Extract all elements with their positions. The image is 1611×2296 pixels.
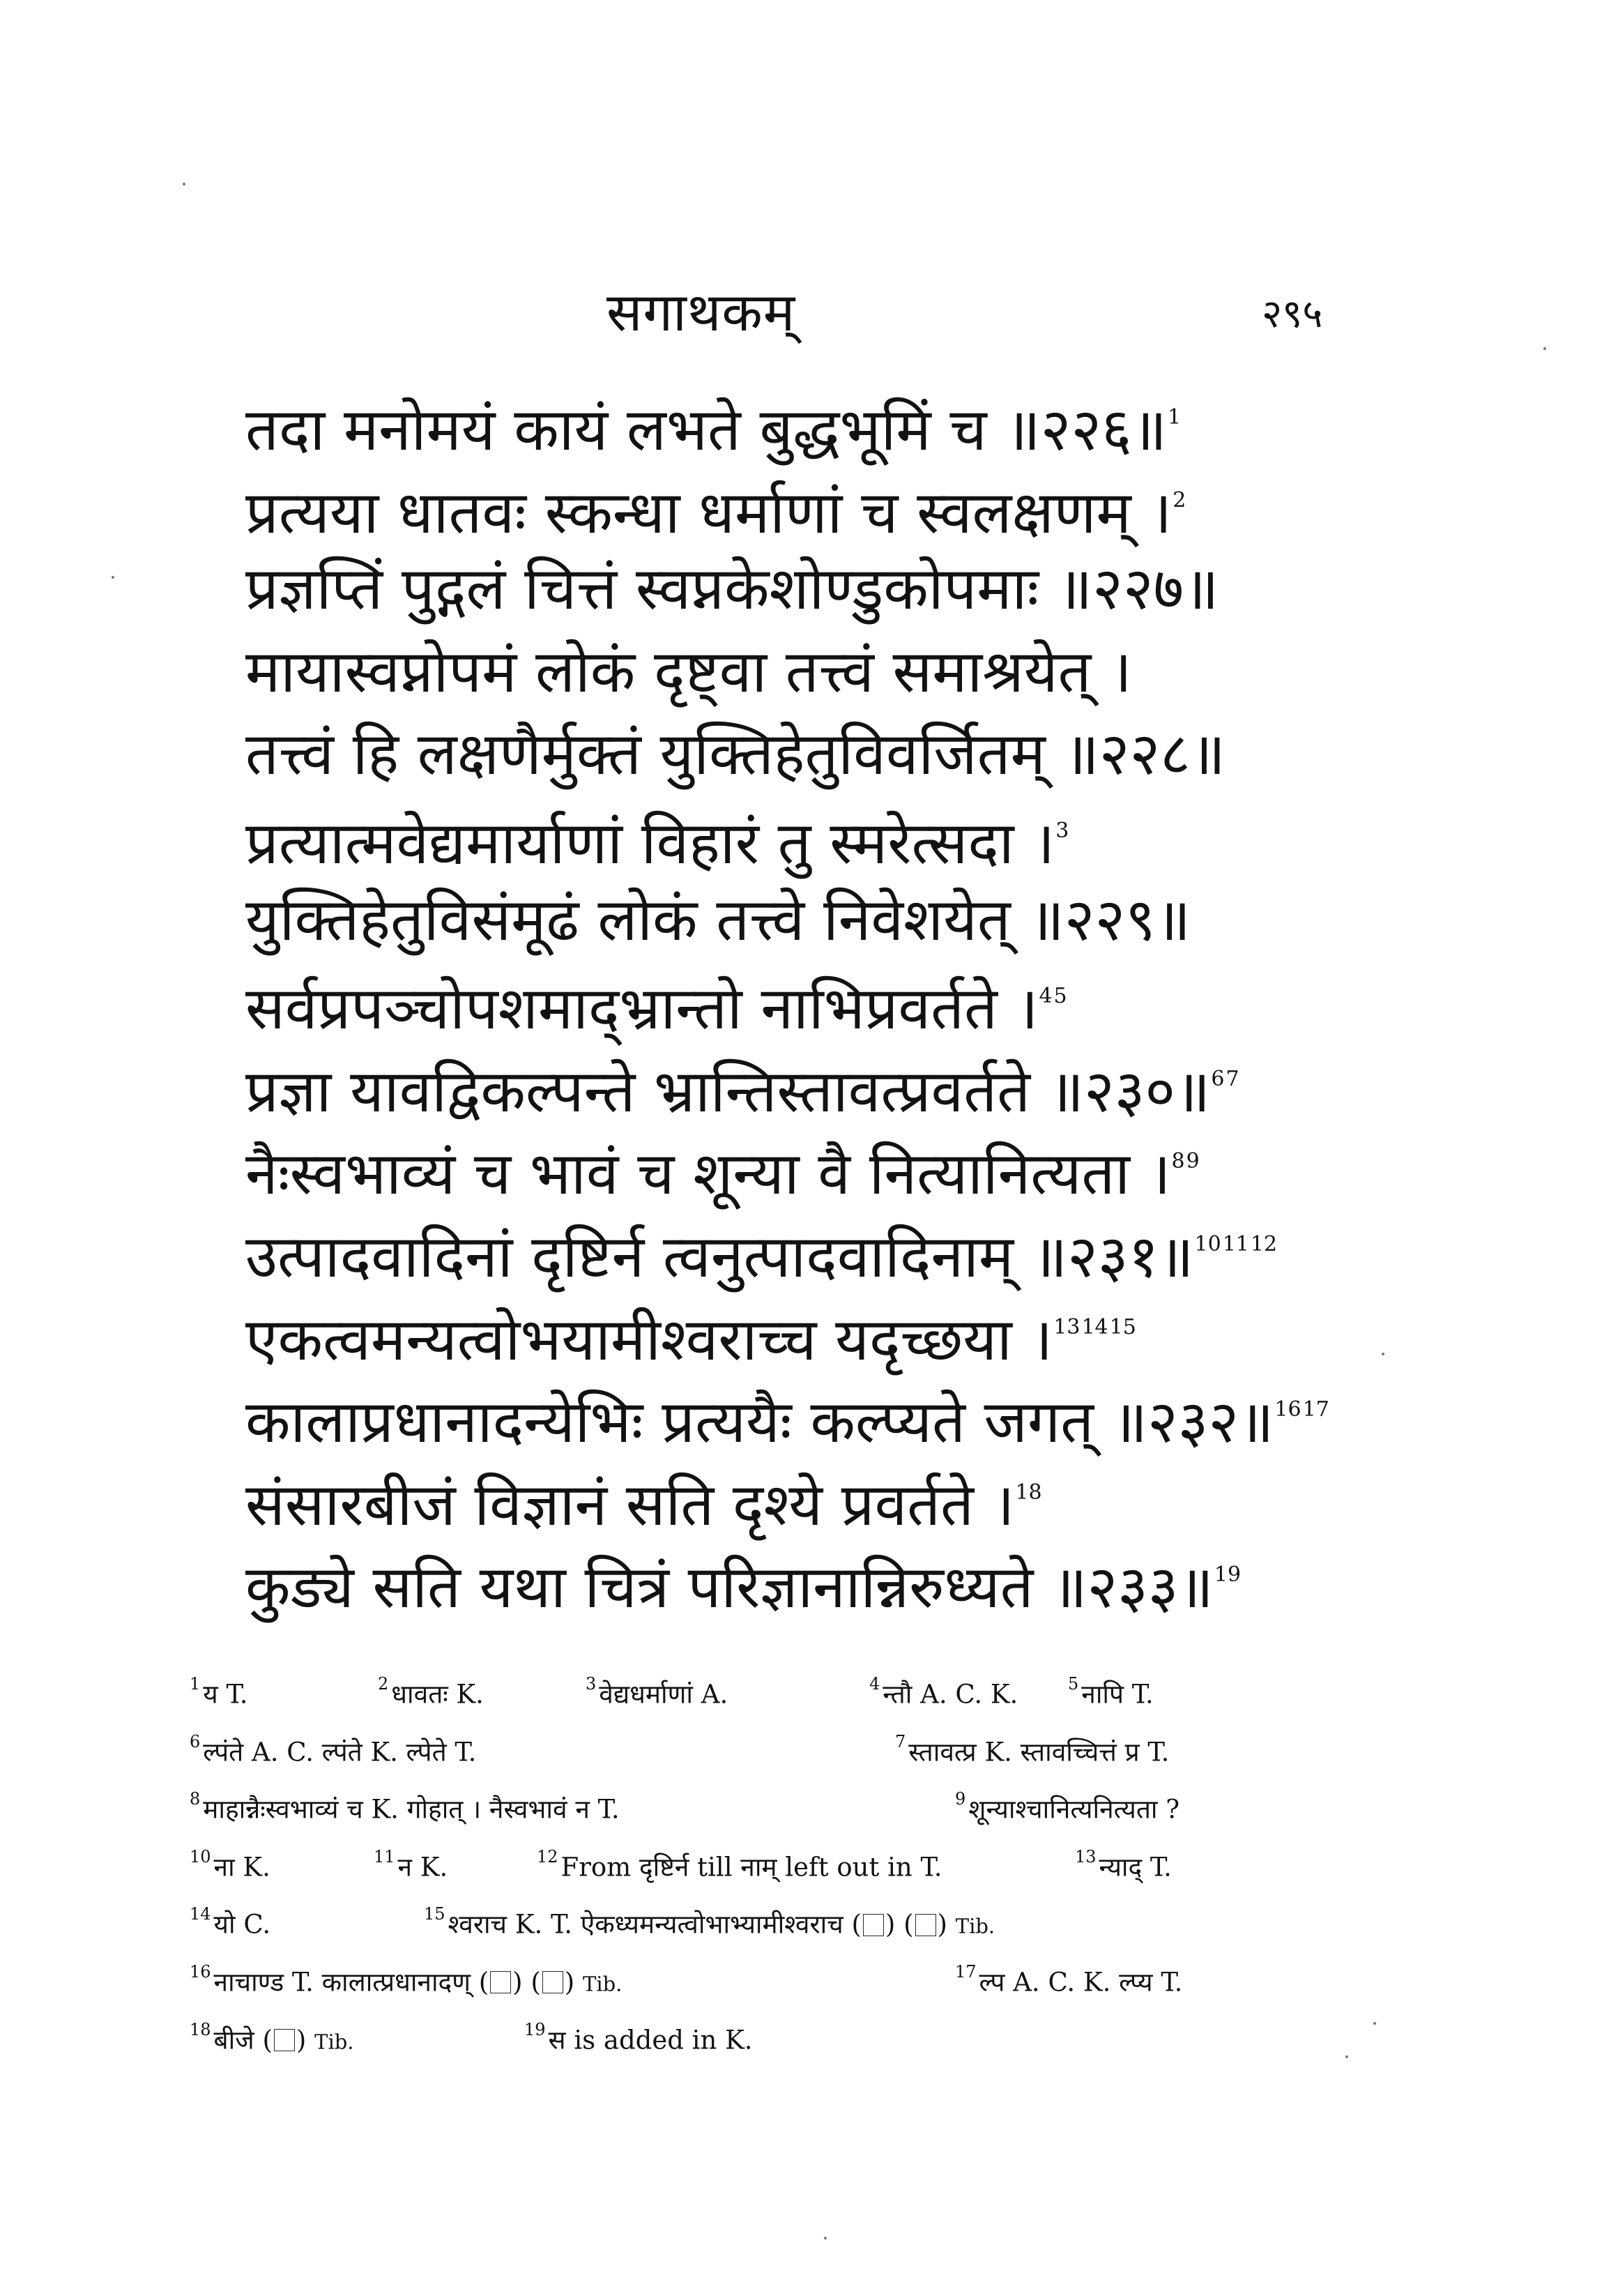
footnote-entry (586, 1659, 728, 1723)
footnote-marker: 8 (1171, 1149, 1185, 1174)
footnote-entry (190, 1659, 248, 1723)
footnote-entry: $^{16}$ नाचाण्ड T. कालात्प्रधानादण् ( ) ( ) Tib. (190, 1961, 623, 1998)
verse-text: नैःस्वभाव्यं च भावं च शून्या वै नित्यानित्यता । (245, 1139, 1171, 1208)
verse-line (245, 465, 1333, 548)
footnote-marker: 10 (1194, 1231, 1221, 1256)
verse-text: तत्त्वं हि लक्षणैर्मुक्तं युक्तिहेतुविवर्जितम् ॥२२८॥ (245, 720, 1226, 789)
footnote-number: 3 (586, 1674, 597, 1694)
apparatus-line (190, 1890, 1375, 1947)
footnote-entry (378, 1659, 484, 1723)
footnote-number: 6 (190, 1731, 201, 1751)
footnote-text: ल्प A. C. K. ल्प्य T. (979, 1967, 1183, 1998)
footnote-entry: $^{18}$ बीजे ( ) Tib. (190, 2019, 354, 2055)
verse-line (245, 1044, 1333, 1127)
footnote-text: वेद्यधर्माणां A. (599, 1679, 728, 1710)
footnote-text: न्याद् T. (1099, 1852, 1172, 1883)
footnote-text: From दृष्टिर्न till नाम् left out in T. (560, 1852, 942, 1883)
scan-speck (112, 576, 114, 579)
tibetan-glyph-icon (542, 1971, 563, 1993)
scan-speck (1543, 347, 1546, 350)
verse-text: प्रत्यया धातवः स्कन्धा धर्माणां च स्वलक्षणम् । (245, 478, 1173, 547)
footnote-text: स is added in K. (548, 2024, 753, 2055)
footnote-number: 13 (1075, 1846, 1097, 1867)
footnote-marker: 18 (1015, 1480, 1042, 1505)
footnote-number: 15 (424, 1904, 445, 1924)
footnote-number: 5 (1068, 1674, 1079, 1694)
footnote-marker: 1 (1168, 405, 1182, 429)
footnote-source: Tib. (583, 1972, 623, 1996)
footnote-number: 16 (190, 1961, 211, 1982)
footnote-marker: 3 (1055, 818, 1069, 843)
verse-text: युक्तिहेतुविसंमूढं लोकं तत्त्वे निवेशयेत् ॥२२९॥ (245, 885, 1191, 954)
footnote-text: बीजे (213, 2024, 254, 2055)
tibetan-glyph-icon (274, 2029, 295, 2051)
footnote-number: 9 (955, 1789, 966, 1809)
verse-text: तदा मनोमयं कायं लभते बुद्धभूमिं च ॥२२६॥ (245, 395, 1168, 464)
footnote-number: 17 (955, 1961, 977, 1982)
footnote-text: शून्याश्चानित्यनित्यता ? (968, 1794, 1180, 1825)
footnote-text: नाचाण्ड T. कालात्प्रधानादण् (213, 1967, 471, 1998)
footnote-entry (374, 1832, 448, 1896)
footnote-marker: 11 (1222, 1231, 1249, 1256)
footnote-entry (190, 1717, 476, 1781)
footnote-number: 2 (378, 1674, 389, 1694)
footnote-marker: 12 (1250, 1231, 1278, 1256)
footnote-number: 10 (190, 1846, 211, 1867)
tibetan-glyph-icon (490, 1971, 511, 1993)
footnote-number: 8 (190, 1789, 201, 1809)
verse-line (245, 382, 1333, 465)
verse-text: संसारबीजं विज्ञानं सति दृश्ये प्रवर्तते । (245, 1470, 1015, 1539)
verse-line (245, 547, 1333, 630)
footnote-entry (524, 2005, 753, 2069)
footnote-marker: 13 (1053, 1314, 1081, 1339)
footnote-number: 12 (537, 1846, 558, 1867)
verse-line (245, 1374, 1333, 1457)
footnote-text: य T. (203, 1679, 248, 1710)
verse-text: मायास्वप्नोपमं लोकं दृष्ट्वा तत्त्वं समाश्रयेत् । (245, 637, 1132, 706)
apparatus-line (190, 1947, 1375, 2005)
footnote-entry (955, 1774, 1179, 1838)
footnote-entry (1068, 1659, 1154, 1723)
scan-speck (824, 2237, 827, 2240)
footnote-number: 11 (374, 1846, 395, 1867)
verse-line (245, 961, 1333, 1044)
verse-line (245, 630, 1333, 713)
apparatus-line (190, 1774, 1375, 1832)
footnote-entry (955, 1947, 1182, 2011)
verse-text: कुड्ये सति यथा चित्रं परिज्ञानान्निरुध्यते ॥२३३॥ (245, 1553, 1214, 1622)
footnote-source: Tib. (955, 1914, 995, 1938)
footnote-entry (537, 1832, 942, 1896)
footnote-text: ल्पंते A. C. ल्पंते K. ल्पेते T. (203, 1736, 477, 1767)
footnote-marker: 17 (1302, 1397, 1329, 1422)
footnote-number: 18 (190, 2019, 211, 2039)
footnote-marker: 9 (1186, 1149, 1200, 1174)
footnote-text: माहान्नैःस्वभाव्यं च K. गोहात् । नैस्वभावं न T. (203, 1794, 620, 1825)
verse-text: उत्पादवादिनां दृष्टिर्न त्वनुत्पादवादिनाम् ॥२३१॥ (245, 1222, 1194, 1291)
footnote-entry (869, 1659, 1018, 1723)
footnote-entry (190, 1890, 270, 1953)
footnote-text: ना K. (213, 1852, 270, 1883)
verse-line (245, 879, 1333, 961)
footnote-text: यो C. (213, 1909, 271, 1940)
footnote-marker: 16 (1274, 1397, 1301, 1422)
footnote-entry (895, 1717, 1169, 1781)
scan-speck (183, 183, 185, 185)
scan-speck (1382, 1353, 1384, 1355)
footnote-marker: 6 (1211, 1066, 1225, 1091)
footnote-apparatus (190, 1659, 1375, 2062)
footnote-marker: 15 (1109, 1314, 1136, 1339)
footnote-source: Tib. (314, 2029, 354, 2053)
page-title: सगाथकम् (606, 281, 796, 343)
verse-block (245, 382, 1333, 1622)
footnote-number: 7 (895, 1731, 906, 1751)
footnote-text: श्वराच K. T. ऐकध्यमन्यत्वोभाभ्यामीश्वराच (448, 1909, 843, 1940)
page-number: २९५ (1262, 291, 1323, 337)
verse-text: प्रज्ञा यावद्विकल्पन्ते भ्रान्तिस्तावत्प्रवर्तते ॥२३०॥ (245, 1056, 1211, 1125)
footnote-entry (190, 1774, 620, 1838)
footnote-text: न्तौ A. C. K. (883, 1679, 1018, 1710)
tibetan-glyph-icon (915, 1914, 936, 1936)
footnote-number: 4 (869, 1674, 880, 1694)
footnote-entry (1075, 1832, 1172, 1896)
footnote-marker: 7 (1226, 1066, 1239, 1091)
footnote-number: 14 (190, 1904, 211, 1924)
verse-line (245, 1292, 1333, 1375)
footnote-entry: $^{15}$ श्वराच K. T. ऐकध्यमन्यत्वोभाभ्यामीश्वराच ( ) ( ) Tib. (424, 1904, 995, 1940)
apparatus-line (190, 1832, 1375, 1890)
footnote-text: न K. (397, 1852, 448, 1883)
footnote-number: 19 (524, 2019, 546, 2039)
footnote-marker: 2 (1173, 487, 1186, 512)
footnote-marker: 14 (1081, 1314, 1108, 1339)
apparatus-line (190, 2005, 1375, 2063)
verse-text: प्रज्ञप्तिं पुद्गलं चित्तं स्वप्नकेशोण्डुकोपमाः ॥२२७॥ (245, 554, 1219, 623)
footnote-marker: 4 (1039, 984, 1053, 1009)
footnote-marker: 5 (1053, 984, 1067, 1009)
verse-text: प्रत्यात्मवेद्यमार्याणां विहारं तु स्मरेत्सदा । (245, 808, 1055, 877)
footnote-entry (190, 1832, 270, 1896)
verse-line (245, 1457, 1333, 1540)
verse-line (245, 1539, 1333, 1622)
apparatus-line (190, 1717, 1375, 1775)
verse-text: कालाप्रधानादन्येभिः प्रत्ययैः कल्प्यते जगत् ॥२३२॥ (245, 1388, 1274, 1457)
footnote-text: धावतः K. (391, 1679, 484, 1710)
verse-text: सर्वप्रपञ्चोपशमाद्भ्रान्तो नाभिप्रवर्तते । (245, 974, 1039, 1043)
scan-speck (1373, 2022, 1376, 2025)
verse-line (245, 713, 1333, 796)
verse-text: एकत्वमन्यत्वोभयामीश्वराच्च यदृच्छया । (245, 1305, 1053, 1374)
verse-line (245, 1209, 1333, 1292)
footnote-number: 1 (190, 1674, 201, 1694)
running-head (0, 278, 1611, 347)
footnote-marker: 19 (1214, 1563, 1242, 1588)
tibetan-glyph-icon (863, 1914, 884, 1936)
scan-speck (1345, 2055, 1348, 2058)
verse-line (245, 1126, 1333, 1209)
footnote-text: स्तावत्प्र K. स्तावच्चित्तं प्र T. (908, 1736, 1170, 1767)
verse-line (245, 796, 1333, 879)
apparatus-line (190, 1659, 1375, 1717)
footnote-text: नापि T. (1081, 1679, 1154, 1710)
